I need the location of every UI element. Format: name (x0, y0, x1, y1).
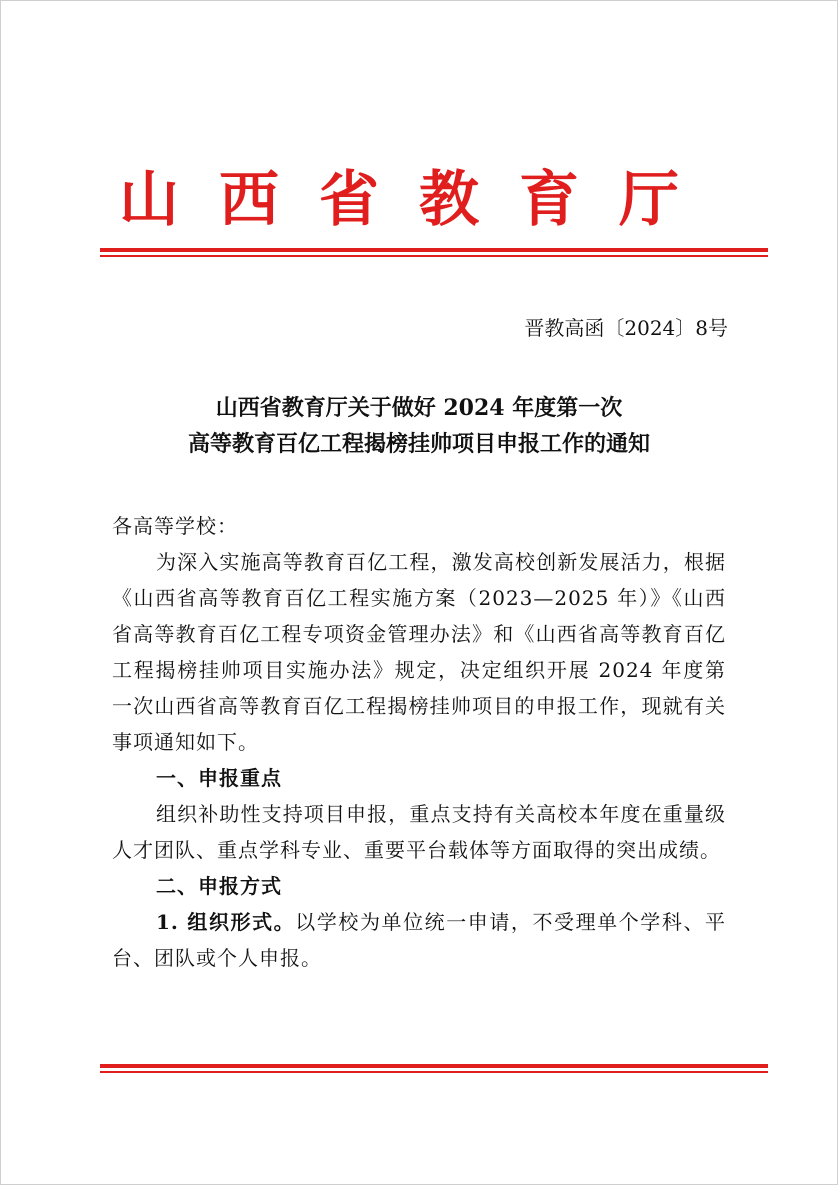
footer-red-rule (100, 1064, 768, 1073)
intro-paragraph: 为深入实施高等教育百亿工程，激发高校创新发展活力，根据《山西省高等教育百亿工程实施方案（2023—2025 年）》《山西省高等教育百亿工程专项资金管理办法》和《山西省高等教育百亿工程揭榜挂帅项目实施办法》规定，决定组织开展 2024 年度第一次山西省高等教育百亿工程揭榜挂帅项目的申报工作，现就有关事项通知如下。 (112, 550, 726, 754)
item-1-label: 1. 组织形式。 (156, 910, 296, 934)
section-2-item-1 (112, 904, 726, 976)
header-red-rule (100, 248, 768, 257)
salutation: 各高等学校： (112, 514, 238, 538)
document-body (112, 508, 726, 976)
section-2-heading: 二、申报方式 (156, 874, 282, 898)
document-title-line-2: 高等教育百亿工程揭榜挂帅项目申报工作的通知 (187, 431, 650, 457)
section-1-paragraph: 组织补助性支持项目申报，重点支持有关高校本年度在重量级人才团队、重点学科专业、重要平台载体等方面取得的突出成绩。 (112, 802, 726, 862)
item-1-text: 以学校为单位统一申请，不受理单个学科、平台、团队或个人申报。 (112, 910, 727, 970)
document-title-line-1: 山西省教育厅关于做好 2024 年度第一次 (215, 395, 623, 421)
document-number: 晋教高函〔2024〕8号 (524, 316, 728, 340)
document-title (0, 390, 838, 462)
section-1-heading: 一、申报重点 (156, 766, 282, 790)
agency-header-title: 山西省教育厅 (119, 165, 719, 235)
